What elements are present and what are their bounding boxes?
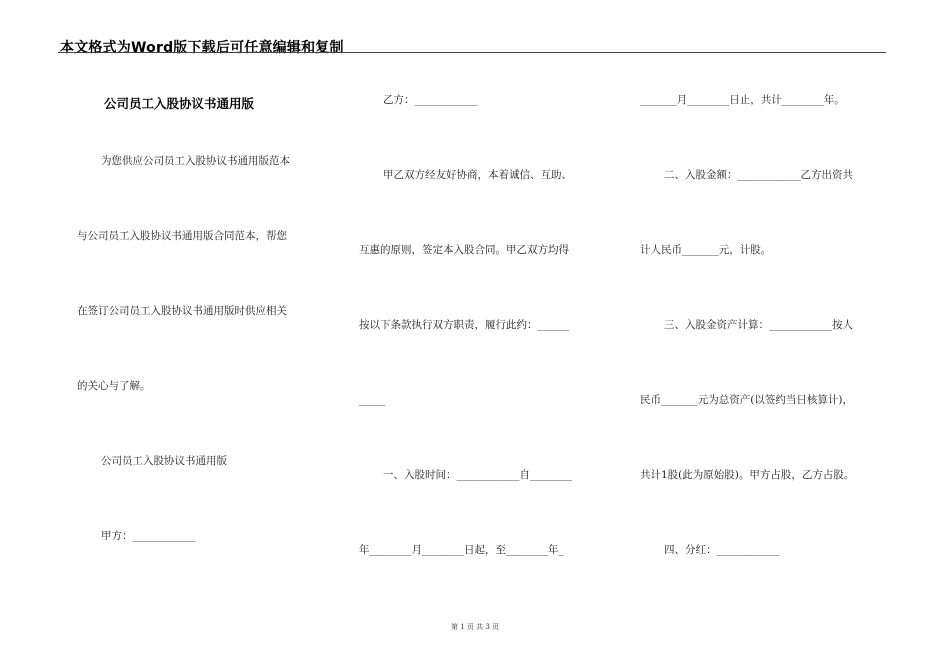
col2-line-5: _____ [359, 394, 386, 406]
header-rule [58, 52, 886, 53]
col1-line-2: 与公司员工入股协议书通用版合同范本，帮您 [77, 230, 287, 242]
col3-line-5: 民币_______元为总资产(以签约当日核算计)， [640, 394, 853, 406]
col2-line-4: 按以下条款执行双方职责，履行此约：______ [359, 319, 569, 331]
col1-line-5: 公司员工入股协议书通用版 [101, 455, 227, 467]
col3-line-4: 三、入股金资产计算：____________按人 [664, 319, 853, 331]
col3-line-7: 四、分红：____________ [664, 544, 780, 556]
col1-line-3: 在签订公司员工入股协议书通用版时供应相关 [77, 305, 287, 317]
page-footer: 第 1 页 共 3 页 [450, 623, 500, 631]
col2-line-6: 一、入股时间：____________自________ [383, 469, 572, 481]
col3-line-6: 共计1股(此为原始股)。甲方占股，乙方占股。 [640, 469, 855, 481]
col1-line-1: 为您供应公司员工入股协议书通用版范本 [101, 155, 290, 167]
col2-line-3: 互惠的原则，签定本入股合同。甲乙双方均得 [359, 244, 569, 256]
col3-line-1: _______月________日止，共计________年。 [640, 94, 845, 106]
col2-line-1: 乙方：____________ [383, 94, 478, 106]
col3-line-2: 二、入股金额：____________乙方出资共 [664, 169, 853, 181]
col2-line-2: 甲乙双方经友好协商，本着诚信、互助、 [383, 169, 572, 181]
col2-line-7: 年________月________日起，至________年_ [359, 544, 564, 556]
col1-line-6: 甲方：____________ [101, 530, 196, 542]
col1-line-4: 的关心与了解。 [77, 380, 151, 392]
document-banner: 本文格式为Word版下载后可任意编辑和复制 [60, 40, 344, 56]
col3-line-3: 计人民币_______元，计股。 [640, 244, 772, 256]
document-title: 公司员工入股协议书通用版 [104, 96, 255, 111]
